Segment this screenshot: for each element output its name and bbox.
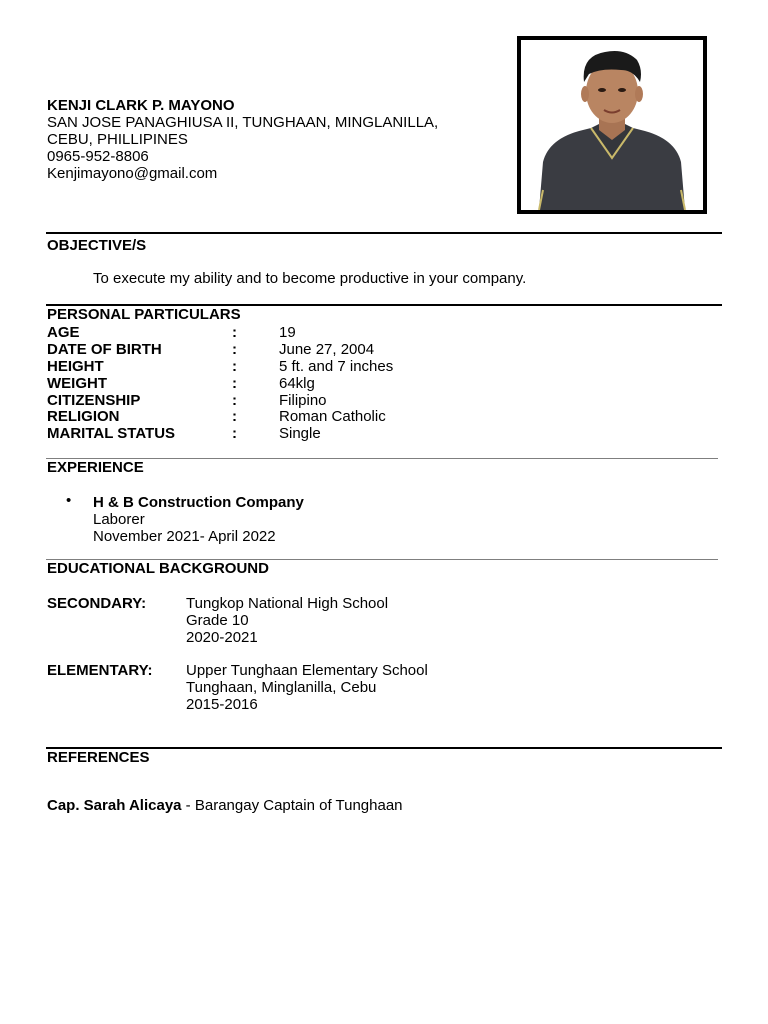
personal-row-age [47,325,393,342]
personal-colon: : [232,340,237,358]
divider [46,232,722,234]
personal-label: CITIZENSHIP [47,391,141,409]
secondary-label: SECONDARY: [47,595,147,612]
elementary-school: Upper Tunghaan Elementary School [186,662,428,679]
personal-label: HEIGHT [47,357,104,375]
experience-period: November 2021- April 2022 [93,528,276,545]
personal-colon: : [232,425,237,443]
personal-row-citizenship [47,393,393,410]
divider [46,458,718,459]
personal-row-marital-status [47,426,393,443]
personal-row-height [47,359,393,376]
personal-colon: : [232,408,237,426]
personal-label: DATE OF BIRTH [47,340,162,358]
secondary-school: Tungkop National High School [186,595,389,612]
applicant-name: KENJI CLARK P. MAYONO [47,97,235,114]
secondary-years: 2020-2021 [186,629,258,646]
experience-company: H & B Construction Company [93,494,304,511]
personal-label: RELIGION [47,408,120,426]
reference-role: Barangay Captain of Tunghaan [194,797,403,814]
personal-row-religion [47,409,393,426]
elementary-years: 2015-2016 [186,696,258,713]
reference-separator: - [181,797,195,814]
experience-entry [93,494,304,545]
personal-value: June 27, 2004 [279,340,375,358]
phone-number: 0965-952-8806 [47,148,149,165]
bullet-icon: • [66,492,72,509]
contact-block [47,97,438,182]
personal-value: 64klg [279,374,315,392]
elementary-entry [186,662,428,713]
email-address: Kenjimayono@gmail.com [47,165,218,182]
objective-text: To execute my ability and to become productive in your company. [93,270,527,287]
personal-value: Single [279,425,321,443]
personal-value: Filipino [279,391,327,409]
personal-row-date-of-birth [47,342,393,359]
personal-row-weight [47,376,393,393]
personal-label: MARITAL STATUS [47,425,176,443]
personal-value: 19 [279,324,296,341]
address-line-2: CEBU, PHILLIPINES [47,131,188,148]
reference-entry [47,797,403,814]
personal-label: WEIGHT [47,374,107,392]
personal-colon: : [232,374,237,392]
personal-value: 5 ft. and 7 inches [279,357,394,375]
experience-heading: EXPERIENCE [47,459,144,476]
elementary-label: ELEMENTARY: [47,662,153,679]
personal-label: AGE [47,324,80,341]
personal-colon: : [232,391,237,409]
portrait-illustration [521,40,703,210]
objective-heading: OBJECTIVE/S [47,237,147,254]
secondary-entry [186,595,388,646]
references-heading: REFERENCES [47,749,150,766]
profile-photo [517,36,707,214]
education-heading: EDUCATIONAL BACKGROUND [47,560,269,577]
personal-colon: : [232,357,237,375]
personal-table [47,325,393,443]
reference-name: Cap. Sarah Alicaya [47,797,182,814]
personal-value: Roman Catholic [279,408,386,426]
experience-position: Laborer [93,511,145,528]
personal-heading: PERSONAL PARTICULARS [47,306,241,323]
address-line-1: SAN JOSE PANAGHIUSA II, TUNGHAAN, MINGLANILLA, [47,114,439,131]
elementary-location: Tunghaan, Minglanilla, Cebu [186,679,377,696]
personal-colon: : [232,324,237,341]
secondary-level: Grade 10 [186,612,249,629]
